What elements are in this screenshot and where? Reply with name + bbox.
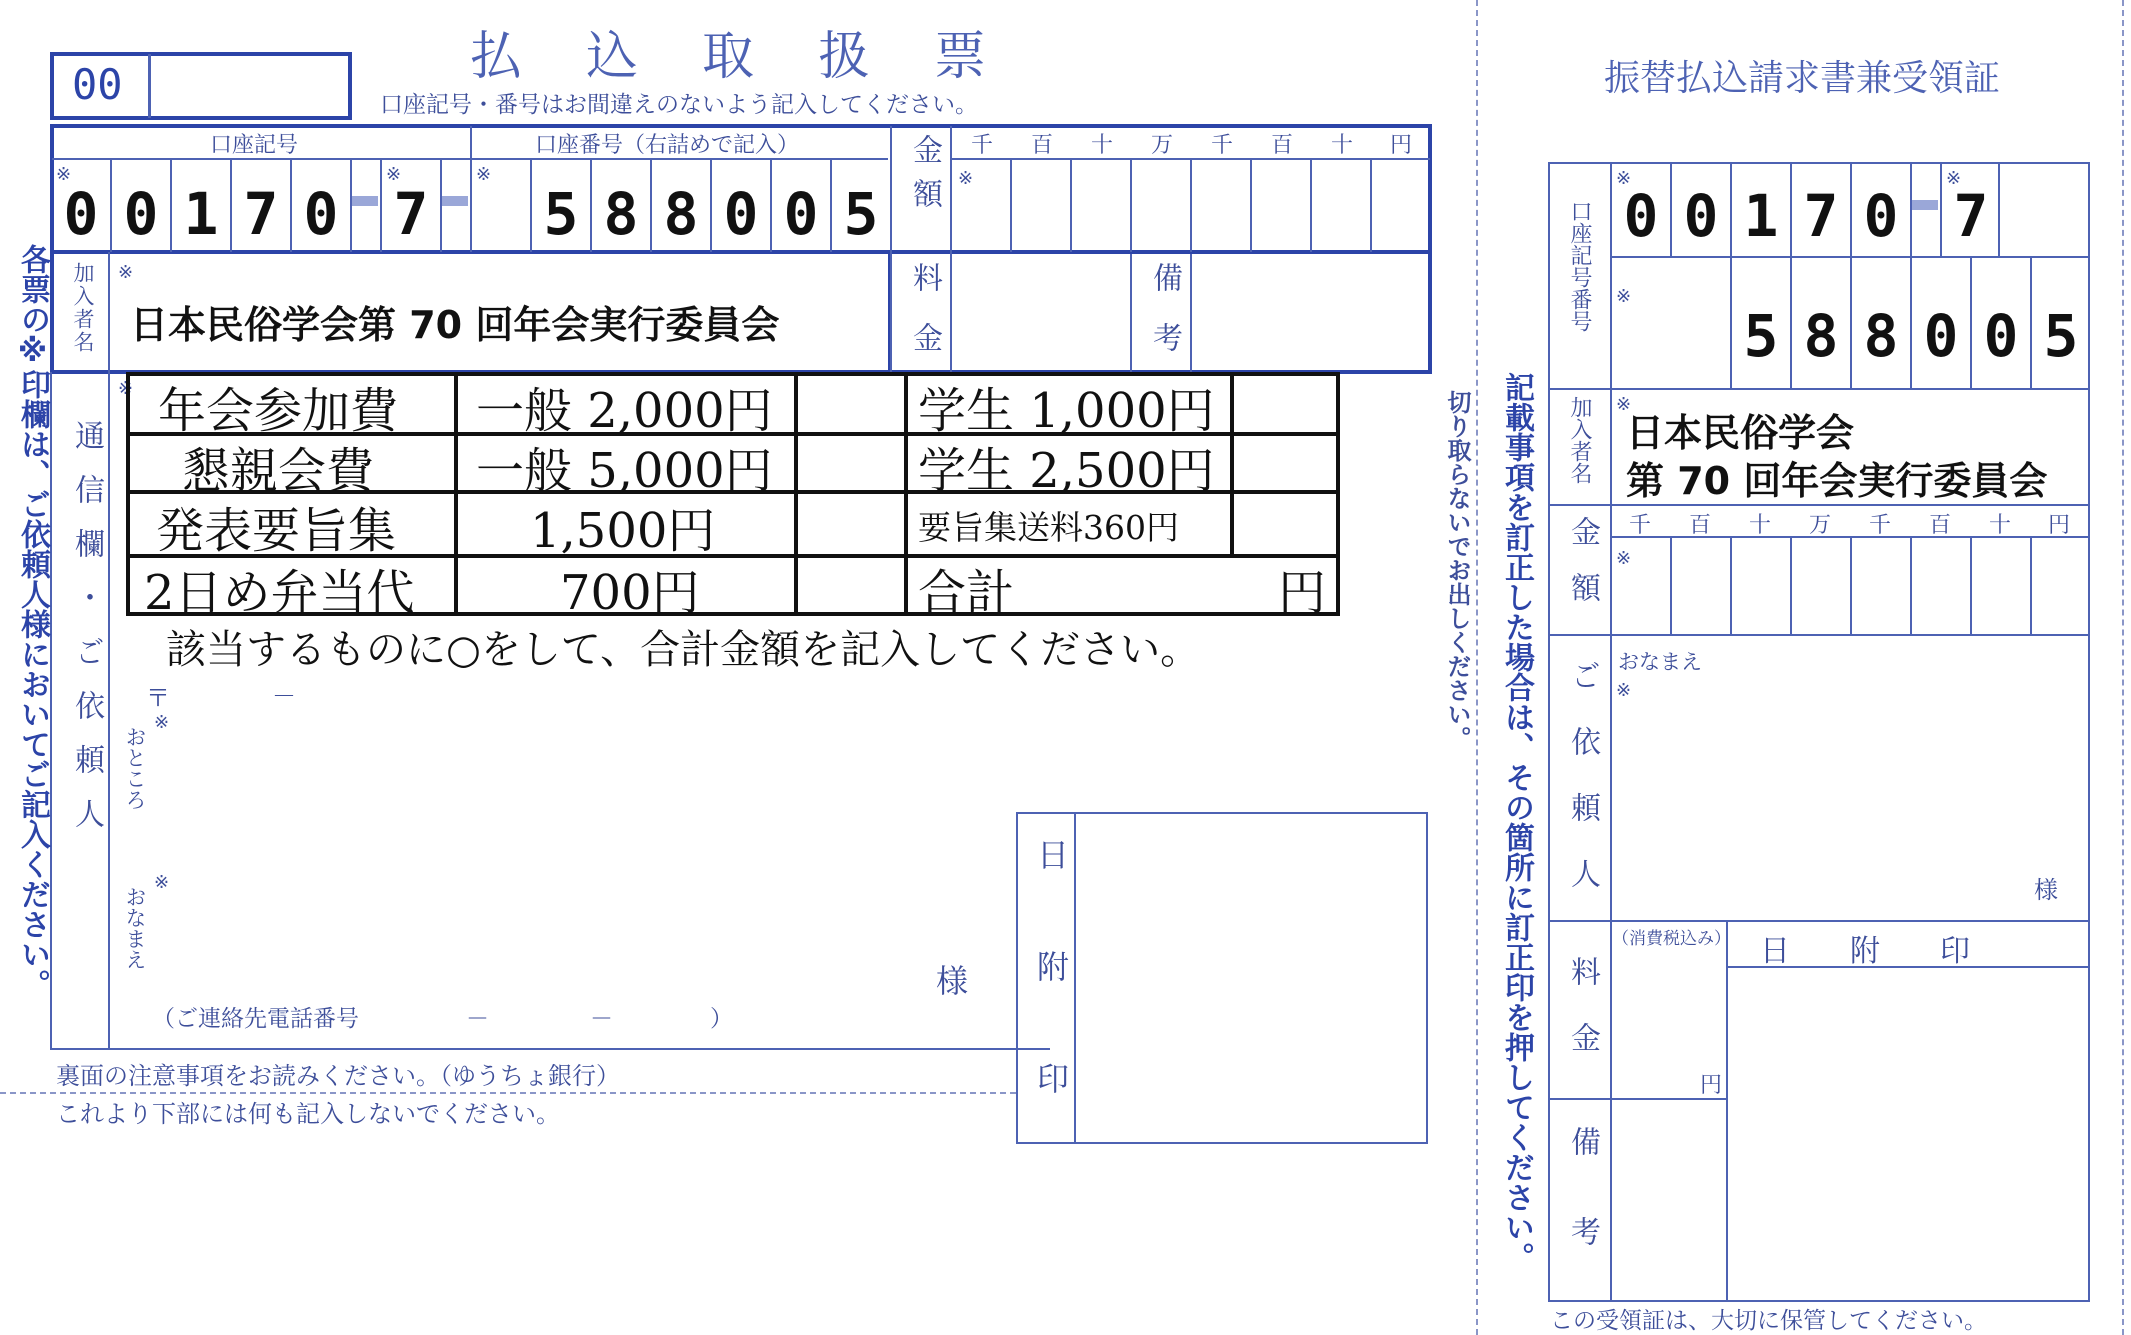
asterisk-mark: ※ (56, 164, 72, 185)
receipt-amount-unit: 円 (2047, 513, 2070, 538)
code-box-value: 00 (72, 60, 123, 109)
amount-unit: 万 (1150, 133, 1173, 158)
asterisk-mark: ※ (154, 712, 170, 733)
amount-unit: 百 (1270, 133, 1293, 158)
fee-item: 年会参加費 (158, 383, 399, 439)
amount-label: 金額 (907, 134, 942, 222)
receipt-name-label: おなまえ (1618, 650, 1702, 674)
fee-label: 料金 (907, 262, 942, 382)
receipt-acct-label: 口座記号番号 (1567, 200, 1592, 332)
fee-general: 一般 5,000円 (476, 443, 773, 499)
receipt-number-digit: 8 (1803, 302, 1839, 370)
acct-number-digit: 5 (843, 180, 879, 248)
asterisk-mark: ※ (386, 164, 402, 185)
asterisk-mark: ※ (958, 168, 974, 189)
amount-unit: 千 (1210, 133, 1233, 158)
phone-dash: － (466, 1006, 489, 1032)
receipt-amount-unit: 十 (1748, 513, 1771, 538)
date-stamp-box (1016, 812, 1428, 1144)
fee-student: 要旨集送料360円 (918, 508, 1179, 547)
acct-symbol-label: 口座記号 (210, 133, 299, 158)
asterisk-mark: ※ (118, 378, 134, 399)
amount-unit: 円 (1389, 133, 1412, 158)
receipt-tax-note: （消費税込み） (1612, 929, 1731, 949)
fee-student: 学生 1,000円 (918, 383, 1215, 439)
phone-close: ） (710, 1006, 733, 1032)
receipt-amount-unit: 千 (1628, 513, 1651, 538)
amount-unit: 十 (1090, 133, 1113, 158)
receipt-number-digit: 5 (2043, 302, 2079, 370)
postal-dash: － (272, 682, 296, 710)
receipt-symbol-digit: 7 (1803, 182, 1839, 250)
receipt-amount-unit: 百 (1928, 513, 1951, 538)
phone-label: （ご連絡先電話番号 (152, 1006, 359, 1032)
fee-general: 700円 (560, 565, 700, 621)
receipt-payee-line1: 日本民俗学会 (1626, 411, 1855, 455)
amount-unit: 千 (970, 133, 993, 158)
receipt-sama-label: 様 (2034, 876, 2058, 904)
postal-mark: 〒 (146, 684, 170, 712)
cut-note: 切り取らないでお出しください。 (1443, 390, 1471, 750)
asterisk-mark: ※ (1616, 394, 1632, 415)
receipt-amount-unit: 千 (1868, 513, 1891, 538)
asterisk-mark: ※ (1616, 286, 1632, 307)
acct-number-digit: 0 (723, 180, 759, 248)
fee-general: 一般 2,000円 (476, 383, 773, 439)
acct-number-digit: 8 (603, 180, 639, 248)
sama-label: 様 (936, 962, 969, 1000)
acct-number-digit: 0 (783, 180, 819, 248)
payee-name: 日本民俗学会第 70 回年会実行委員会 (130, 303, 780, 347)
asterisk-mark: ※ (154, 872, 170, 893)
receipt-amount-unit: 十 (1988, 513, 2011, 538)
comm-label: 通信欄・ご依頼人 (69, 420, 104, 852)
fee-item: 発表要旨集 (156, 503, 397, 559)
address-label: おところ (123, 726, 147, 810)
asterisk-mark: ※ (1946, 168, 1962, 189)
asterisk-mark: ※ (1616, 168, 1632, 189)
acct-symbol-digit: 1 (183, 180, 219, 248)
receipt-symbol-digit: 1 (1743, 182, 1779, 250)
receipt-payee-label: 加入者名 (1567, 396, 1592, 484)
back-note: 裏面の注意事項をお読みください。（ゆうちょ銀行） (56, 1062, 620, 1090)
receipt-amount-unit: 百 (1688, 513, 1711, 538)
receipt-amount-unit: 万 (1808, 513, 1831, 538)
receipt-symbol-digit: 0 (1683, 182, 1719, 250)
receipt-check-digit: 7 (1953, 182, 1989, 250)
receipt-title: 振替払込請求書兼受領証 (1604, 58, 2001, 99)
receipt-remarks-label: 備考 (1565, 1126, 1600, 1306)
receipt-amount-label: 金額 (1565, 516, 1600, 628)
date-stamp-label: 日附印 (1032, 838, 1070, 1174)
receipt-symbol-digit: 0 (1623, 182, 1659, 250)
no-write-note: これより下部には何も記入しないでください。 (56, 1100, 560, 1128)
fee-item: 2日め弁当代 (144, 565, 415, 621)
asterisk-mark: ※ (1616, 548, 1632, 569)
phone-dash: － (590, 1006, 613, 1032)
receipt-yen: 円 (1700, 1073, 1723, 1098)
acct-check-digit: 7 (393, 180, 429, 248)
amount-unit: 百 (1030, 133, 1053, 158)
acct-number-digit: 5 (543, 180, 579, 248)
receipt-number-digit: 0 (1923, 302, 1959, 370)
asterisk-mark: ※ (118, 262, 134, 283)
name-label: おなまえ (123, 886, 147, 970)
receipt-number-digit: 0 (1983, 302, 2019, 370)
receipt-date-stamp-label: 日 附 印 (1760, 934, 1970, 969)
receipt-symbol-digit: 0 (1863, 182, 1899, 250)
acct-symbol-digit: 0 (63, 180, 99, 248)
receipt-payee-line2: 第 70 回年会実行委員会 (1626, 459, 2048, 503)
account-note: 口座記号・番号はお間違えのないよう記入してください。 (380, 92, 978, 118)
slip-title: 払 込 取 扱 票 (470, 27, 993, 87)
acct-symbol-digit: 7 (243, 180, 279, 248)
receipt-fee-label: 料金 (1565, 956, 1600, 1088)
fee-item: 懇親会費 (182, 443, 375, 499)
fee-student: 学生 2,500円 (918, 443, 1215, 499)
fee-general: 1,500円 (530, 503, 716, 559)
payee-label: 加入者名 (71, 262, 95, 354)
acct-number-label: 口座番号（右詰めで記入） (535, 133, 800, 158)
acct-symbol-digit: 0 (123, 180, 159, 248)
asterisk-mark: ※ (476, 164, 492, 185)
remarks-label: 備考 (1147, 262, 1182, 382)
receipt-requester-label: ご依頼人 (1565, 660, 1600, 924)
acct-symbol-digit: 0 (303, 180, 339, 248)
fee-instruction: 該当するものに○をして、合計金額を記入してください。 (166, 627, 1201, 673)
left-side-note: 各票の※印欄は、ご依頼人様においてご記入ください。 (15, 244, 50, 999)
fee-total-label: 合計 (918, 565, 1015, 621)
amount-unit: 十 (1330, 133, 1353, 158)
fee-total-yen: 円 (1278, 565, 1327, 621)
acct-number-digit: 8 (663, 180, 699, 248)
asterisk-mark: ※ (1616, 680, 1632, 701)
correction-note: 記載事項を訂正した場合は、その箇所に訂正印を押してください。 (1499, 372, 1534, 1272)
receipt-number-digit: 5 (1743, 302, 1779, 370)
receipt-number-digit: 8 (1863, 302, 1899, 370)
receipt-keep-note: この受領証は、大切に保管してください。 (1550, 1308, 1987, 1334)
